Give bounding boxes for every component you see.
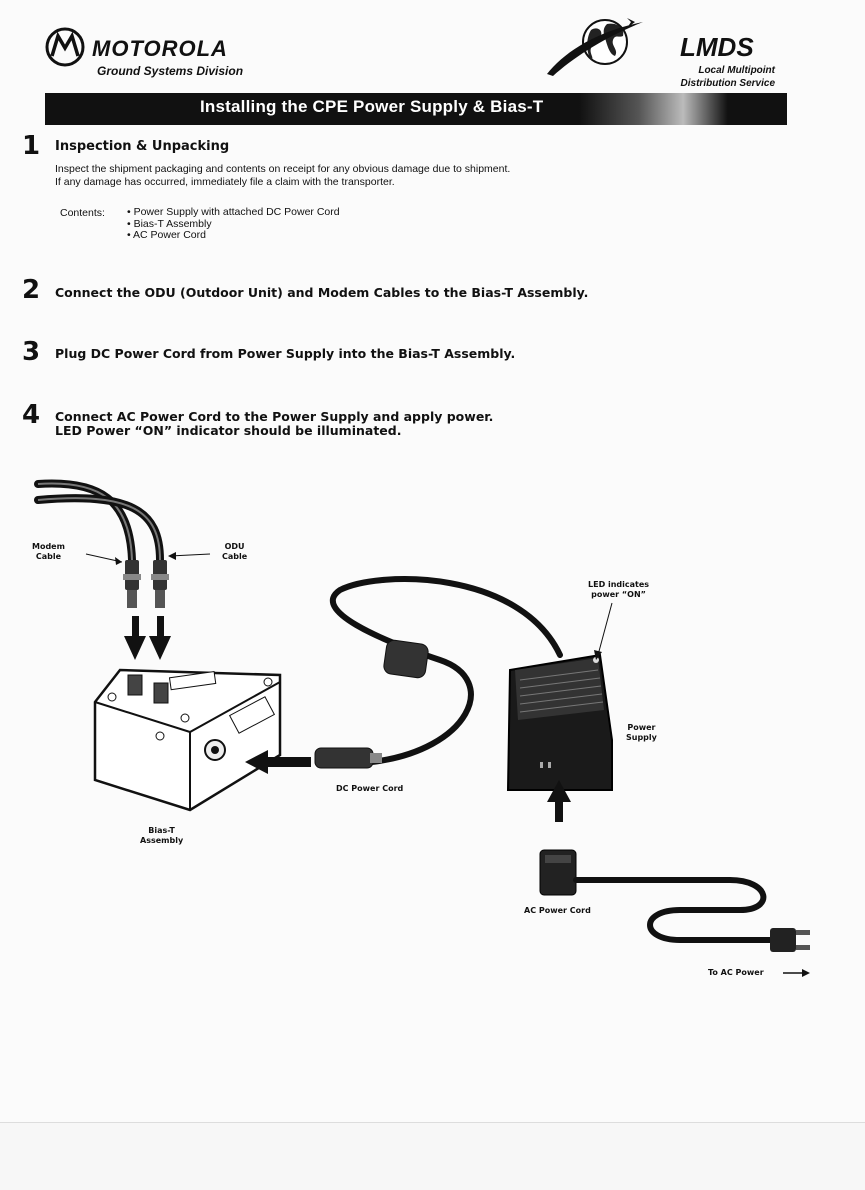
step-heading: Plug DC Power Cord from Power Supply into the Bias-T Assembly. bbox=[55, 346, 516, 361]
modem-cable-label bbox=[32, 542, 65, 561]
installation-diagram bbox=[0, 470, 865, 990]
label-line: Power bbox=[627, 723, 656, 732]
step-number: 3 bbox=[22, 337, 41, 367]
globe-logo bbox=[543, 14, 653, 78]
label-line: Cable bbox=[35, 551, 62, 561]
step-body bbox=[55, 163, 510, 189]
power-supply bbox=[508, 655, 612, 790]
product-subtitle-line-2: Distribution Service bbox=[680, 78, 775, 89]
label-line: Cable bbox=[222, 551, 248, 561]
step-body-line: If any damage has occurred, immediately file a claim with the transporter. bbox=[55, 176, 395, 188]
label-line: power “ON” bbox=[591, 589, 646, 599]
modem-connector bbox=[123, 560, 141, 608]
product-name: LMDS bbox=[680, 32, 754, 62]
division-name: Ground Systems Division bbox=[97, 64, 244, 78]
ac-cord-label: AC Power Cord bbox=[524, 906, 591, 915]
list-item: • Power Supply with attached DC Power Cord bbox=[127, 206, 340, 218]
step-number: 2 bbox=[22, 275, 41, 305]
page-bottom-margin bbox=[0, 1122, 865, 1190]
product-subtitle bbox=[655, 64, 775, 90]
bias-t-box bbox=[95, 670, 280, 810]
step-heading: Inspection & Unpacking bbox=[55, 139, 230, 154]
step-number: 4 bbox=[22, 400, 41, 430]
step-heading bbox=[55, 410, 493, 438]
step-number: 1 bbox=[22, 131, 41, 161]
contents-label: Contents: bbox=[60, 207, 105, 219]
ac-power-cord bbox=[540, 850, 810, 952]
step-body-line: Inspect the shipment packaging and contents on receipt for any obvious damage due to shipment. bbox=[55, 163, 511, 175]
odu-connector bbox=[151, 560, 169, 608]
label-line: Modem bbox=[32, 542, 65, 551]
product-subtitle-line-1: Local Multipoint bbox=[698, 65, 775, 76]
step-heading-line: LED Power “ON” indicator should be illuminated. bbox=[55, 423, 402, 438]
contents-list bbox=[127, 207, 340, 242]
page-title: Installing the CPE Power Supply & Bias-T bbox=[200, 97, 544, 116]
step-heading: Connect the ODU (Outdoor Unit) and Modem Cables to the Bias-T Assembly. bbox=[55, 285, 589, 300]
odu-cable-label bbox=[222, 542, 247, 561]
to-ac-label: To AC Power bbox=[708, 968, 764, 977]
step-heading-line: Connect AC Power Cord to the Power Supply and apply power. bbox=[55, 409, 494, 424]
label-line: ODU bbox=[224, 542, 245, 551]
led-label bbox=[588, 580, 649, 599]
label-line: Bias-T bbox=[148, 826, 175, 835]
down-arrow-icon bbox=[124, 616, 146, 660]
dc-cord-label: DC Power Cord bbox=[336, 784, 404, 793]
label-line: LED indicates bbox=[588, 580, 650, 589]
list-item: • AC Power Cord bbox=[127, 229, 206, 241]
brand-name: MOTOROLA bbox=[92, 36, 228, 61]
bias-t-label bbox=[140, 826, 183, 845]
down-arrow-icon bbox=[149, 616, 171, 660]
list-item: • Bias-T Assembly bbox=[127, 217, 212, 230]
label-line: Supply bbox=[626, 732, 657, 742]
label-line: Assembly bbox=[140, 835, 184, 845]
power-supply-label bbox=[626, 723, 657, 742]
motorola-logo bbox=[44, 26, 86, 68]
